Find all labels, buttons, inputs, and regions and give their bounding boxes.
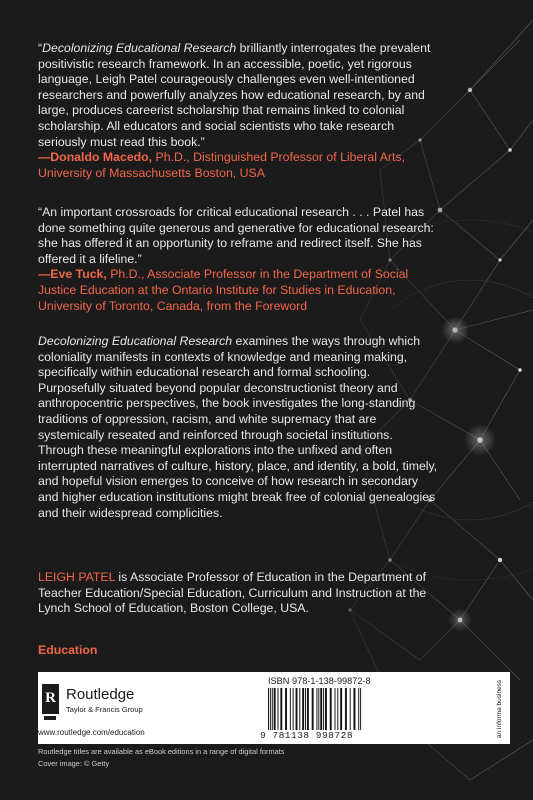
barcode-bar: [293, 688, 294, 730]
barcode-digits: 9 781138 998728: [260, 730, 354, 741]
ebook-note: Routledge titles are available as eBook editions in a range of digital formats: [38, 747, 285, 756]
barcode-bar: [270, 688, 271, 730]
barcode-bar: [285, 688, 287, 730]
barcode-bar: [307, 688, 309, 730]
barcode-bar: [345, 688, 347, 730]
barcode-bar: [299, 688, 300, 730]
publisher-group: Taylor & Francis Group: [66, 705, 143, 714]
review-quote-tuck: [38, 205, 438, 314]
reviewer-name: —Eve Tuck,: [38, 267, 107, 282]
barcode-bar: [305, 688, 306, 730]
barcode-bar: [280, 688, 282, 730]
barcode-bar: [320, 688, 322, 730]
barcode-bar: [312, 688, 314, 730]
barcode-bar: [268, 688, 269, 730]
quote-open-mark: “: [38, 41, 43, 55]
author-name: LEIGH PATEL: [38, 570, 115, 584]
barcode-bar: [316, 688, 317, 730]
book-title-italic: Decolonizing Educational Research: [38, 334, 233, 348]
barcode-bar: [325, 688, 327, 730]
reviewer-name: —Donaldo Macedo,: [38, 150, 153, 165]
barcode-bar: [318, 688, 319, 730]
review-quote-macedo: [38, 41, 438, 181]
barcode-bar: [278, 688, 279, 730]
barcode-bar: [272, 688, 273, 730]
barcode-bar: [358, 688, 359, 730]
publisher-url: www.routledge.com/education: [38, 728, 145, 737]
author-bio: [38, 570, 458, 617]
barcode-bar: [350, 688, 351, 730]
cover-credit: Cover image: © Getty: [38, 759, 110, 768]
barcode-bar: [330, 688, 332, 730]
informa-text: an informa business: [496, 679, 503, 738]
barcode-bar: [296, 688, 298, 730]
book-description: [38, 334, 438, 521]
description-text: examines the ways through which coloniality manifests in contexts of knowledge and meaning making, specifically within educational research and formal schooling. Purposefully situated beyond popular deconstructionist theory and anthropocentric perspectives, the book investigates the long-standing traditions of oppression, racism, and white supremacy that are systemically reseated and reinforced through societal institutions. Through these meaningful explorations into the unfixed and often interrupted narratives of culture, history, place, and identity, a bold, timely, and hopeful vision emerges to conceive of how research in secondary and higher education institutions might break free of colonial genealogies and their widespread complicities.: [38, 334, 438, 520]
quote-text: brilliantly interrogates the prevalent positivistic research framework. In an accessible, poetic, yet rigorous language, Leigh Patel courageously challenges even well-intentioned researchers and powerfully analyzes how educational research, by and large, produces careerist scholarship that remains linked to colonial scholarship. All educators and social scientists who take research seriously must read this book.”: [38, 41, 431, 149]
isbn-label: ISBN 978-1-138-99872-8: [268, 676, 371, 686]
barcode-bar: [290, 688, 291, 730]
author-bio-text: is Associate Professor of Education in the Department of Teacher Education/Special Education, Curriculum and Instruction at the Lynch School of Education, Boston College, USA.: [38, 570, 427, 616]
barcode-bar: [340, 688, 342, 730]
reviewer-affiliation: Ph.D., Associate Professor in the Department of Social Justice Education at the Ontario Institute for Studies in Education, University of Toronto, Canada, from the Foreword: [38, 267, 409, 313]
book-title-italic: Decolonizing Educational Research: [42, 41, 237, 55]
reviewer-affiliation: Ph.D., Distinguished Professor of Liberal Arts, University of Massachusetts Boston, USA: [38, 150, 405, 180]
quote-text: “An important crossroads for critical educational research . . . Patel has done something quite generous and generative for educational research: she has offered it an opportunity to reframe and redirect itself. She has offered it a lifeline.”: [38, 205, 434, 266]
publisher-barcode-panel: [38, 672, 510, 744]
subject-category: Education: [38, 643, 98, 657]
barcode-bar: [302, 688, 304, 730]
informa-tag: [496, 680, 506, 740]
barcode-bar: [337, 688, 338, 730]
publisher-name: Routledge: [66, 686, 135, 703]
barcode-bar: [360, 688, 361, 730]
barcode-bar: [323, 688, 324, 730]
isbn-barcode: [264, 688, 464, 730]
barcode-bar: [335, 688, 336, 730]
routledge-logo-icon: R: [42, 684, 59, 714]
barcode-bar: [274, 688, 276, 730]
barcode-bar: [354, 688, 356, 730]
routledge-logo-base: [44, 716, 56, 720]
